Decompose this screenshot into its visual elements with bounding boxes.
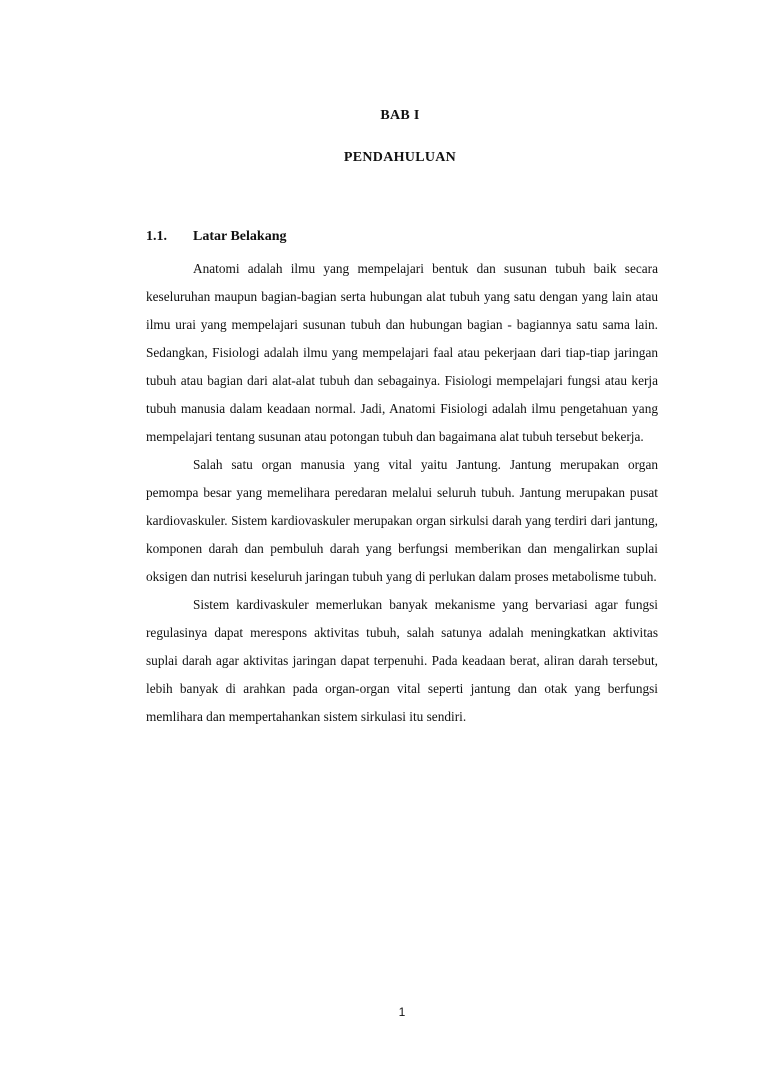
chapter-label: BAB I (380, 108, 420, 123)
section-heading (146, 229, 286, 245)
body-text (146, 255, 658, 731)
paragraph-anatomi: Anatomi adalah ilmu yang mempelajari bentuk dan susunan tubuh baik secara keseluruhan maupun bagian-bagian serta hubungan alat tubuh yang satu dengan yang lain atau ilmu urai yang mempelajari susunan tubuh dan hubungan bagian - bagiannya satu sama lain. Sedangkan, Fisiologi adalah ilmu yang mempelajari faal atau pekerjaan dari tiap-tiap jaringan tubuh atau bagian dari alat-alat tubuh dan sebagainya. Fisiologi mempelajari fungsi atau kerja tubuh manusia dalam keadaan normal. Jadi, Anatomi Fisiologi adalah ilmu pengetahuan yang mempelajari tentang susunan atau potongan tubuh dan bagaimana alat tubuh tersebut bekerja. (146, 261, 658, 444)
paragraph-jantung: Salah satu organ manusia yang vital yaitu Jantung. Jantung merupakan organ pemompa besar yang memelihara peredaran melalui seluruh tubuh. Jantung merupakan pusat kardiovaskuler. Sistem kardiovaskuler merupakan organ sirkulsi darah yang terdiri dari jantung, komponen darah dan pembuluh darah yang berfungsi memberikan dan mengalirkan suplai oksigen dan nutrisi keseluruh jaringan tubuh yang di perlukan dalam proses metabolisme tubuh. (146, 457, 658, 584)
section-number: 1.1. (146, 229, 167, 244)
section-title: Latar Belakang (193, 229, 287, 244)
chapter-title: PENDAHULUAN (343, 150, 457, 165)
paragraph-kardiovaskuler: Sistem kardivaskuler memerlukan banyak mekanisme yang bervariasi agar fungsi regulasinya dapat merespons aktivitas tubuh, salah satunya adalah meningkatkan aktivitas suplai darah agar aktivitas jaringan dapat terpenuhi. Pada keadaan berat, aliran darah tersebut, lebih banyak di arahkan pada organ-organ vital seperti jantung dan otak yang berfungsi memlihara dan mempertahankan sistem sirkulasi itu sendiri. (146, 597, 658, 724)
page-number: 1 (398, 1005, 406, 1019)
